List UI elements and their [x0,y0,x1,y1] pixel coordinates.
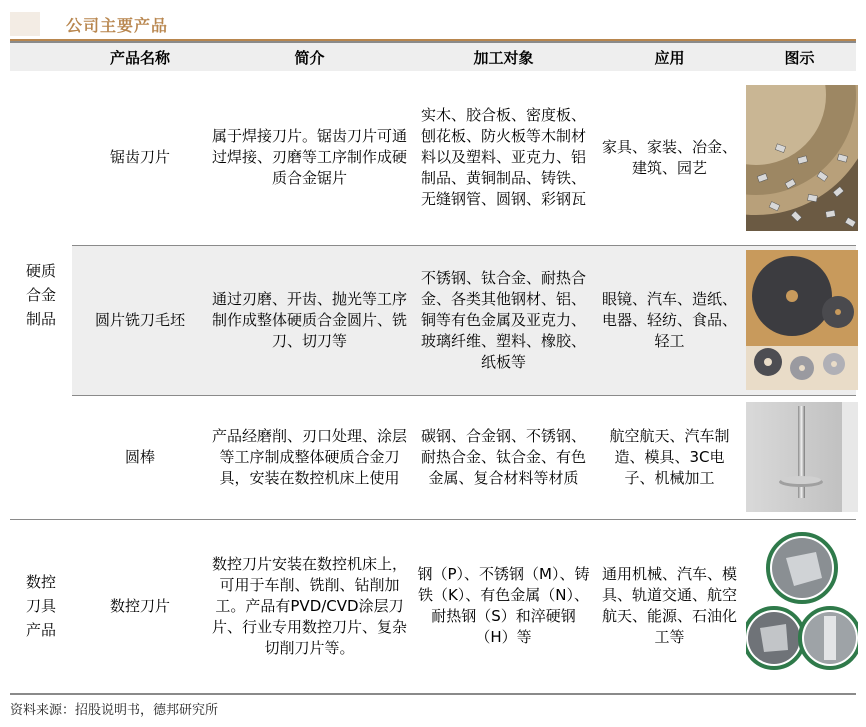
category-cell: 硬质 合金 制品 [10,71,72,519]
product-image-cell [743,519,856,693]
header-application: 应用 [596,42,743,71]
product-application: 眼镜、汽车、造纸、电器、轻纺、食品、轻工 [596,245,743,395]
product-objects: 实木、胶合板、密度板、刨花板、防火板等木制材料以及塑料、亚克力、铝制品、黄铜制品、铸铁、无缝钢管、圆钢、彩钢瓦 [411,71,596,245]
product-image-cell [743,245,856,395]
table-row [10,71,856,245]
product-intro: 属于焊接刀片。锯齿刀片可通过焊接、刃磨等工序制作成硬质合金锯片 [208,71,411,245]
saw-blade-photo [746,85,858,231]
disc-blank-photo [746,250,858,390]
product-image-cell [743,395,856,519]
bottom-rule [10,694,856,695]
product-name: 圆棒 [72,395,208,519]
product-application: 航空航天、汽车制造、模具、3C电子、机械加工 [596,395,743,519]
product-name: 圆片铣刀毛坯 [72,245,208,395]
product-objects: 不锈钢、钛合金、耐热合金、各类其他钢材、铝、铜等有色金属及亚克力、玻璃纤维、塑料、橡胶、纸板等 [411,245,596,395]
header-category [10,42,72,71]
product-intro: 通过刃磨、开齿、抛光等工序制作成整体硬质合金圆片、铣刀、切刀等 [208,245,411,395]
product-intro: 数控刀片安装在数控机床上，可用于车削、铣削、钻削加工。产品有PVD/CVD涂层刀片、行业专用数控刀片、复杂切削刀片等。 [208,519,411,693]
product-name: 数控刀片 [72,519,208,693]
header-image: 图示 [743,42,856,71]
header-name: 产品名称 [72,42,208,71]
category-cell: 数控 刀具 产品 [10,519,72,693]
header-intro: 简介 [208,42,411,71]
product-image-cell [743,71,856,245]
header [10,8,856,40]
header-objects: 加工对象 [411,42,596,71]
source-note: 资料来源：招股说明书，德邦研究所 [10,703,219,718]
title-accent-bar [10,12,40,36]
table-header-row [10,42,856,71]
cnc-insert-photo [746,528,858,684]
page-title: 公司主要产品 [66,16,169,35]
table-row [10,395,856,519]
rod-photo [746,402,858,512]
product-intro: 产品经磨削、刃口处理、涂层等工序制成整体硬质合金刀具，安装在数控机床上使用 [208,395,411,519]
table-row [10,245,856,395]
table-row [10,519,856,693]
product-objects: 碳钢、合金钢、不锈钢、耐热合金、钛合金、有色金属、复合材料等材质 [411,395,596,519]
product-application: 通用机械、汽车、模具、轨道交通、航空航天、能源、石油化工等 [596,519,743,693]
product-objects: 钢（P）、不锈钢（M）、铸铁（K）、有色金属（N）、耐热钢（S）和淬硬钢（H）等 [411,519,596,693]
product-name: 锯齿刀片 [72,71,208,245]
product-table [10,41,856,694]
product-application: 家具、家装、冶金、建筑、园艺 [596,71,743,245]
